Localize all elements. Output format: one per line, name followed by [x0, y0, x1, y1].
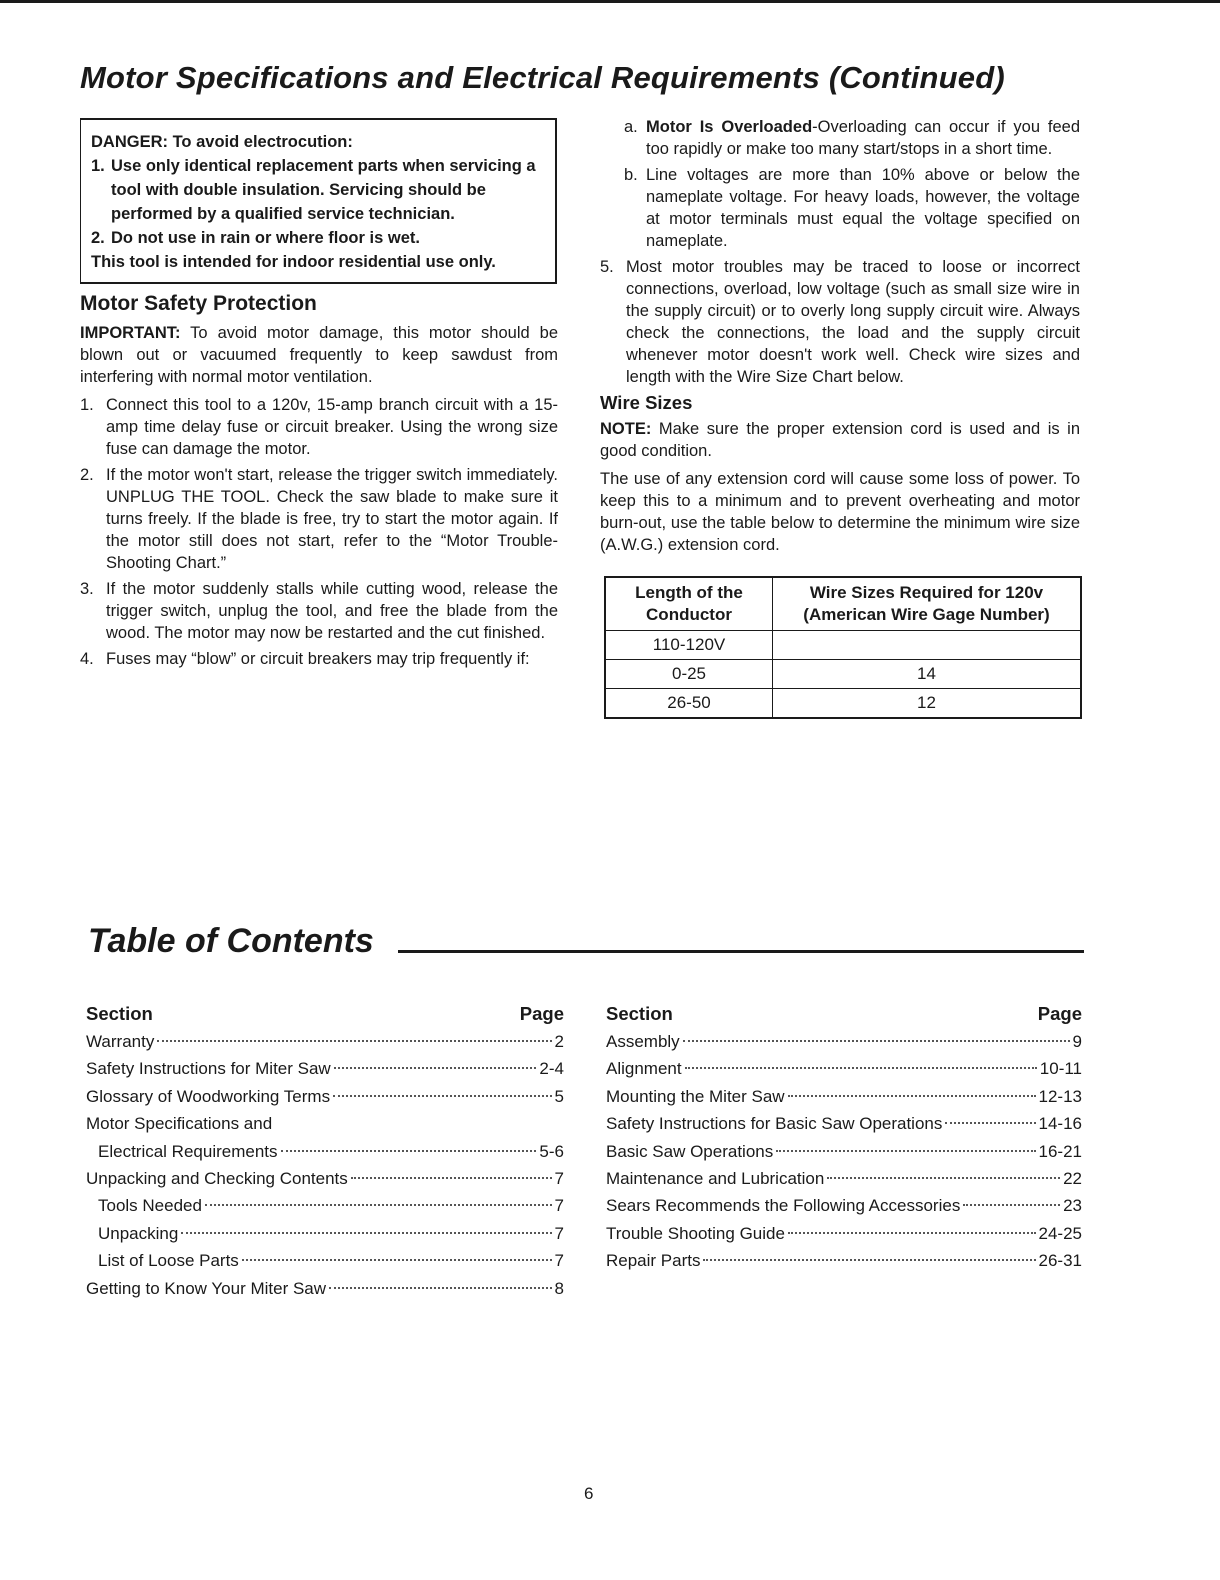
toc-entry-page: 7: [554, 1168, 564, 1188]
list-item-5: [600, 256, 1080, 388]
important-label: IMPORTANT:: [80, 324, 181, 342]
toc-entry: [606, 1220, 1082, 1247]
toc-entry-page: 12-13: [1038, 1086, 1082, 1106]
overloaded-label: Motor Is Overloaded: [646, 118, 813, 136]
table-row: [605, 631, 1081, 660]
toc-leader-dots: [703, 1259, 1035, 1261]
toc-entry-page: 2: [554, 1032, 564, 1051]
danger-warning-box: [80, 118, 557, 284]
table-cell-length: 110-120V: [605, 631, 773, 660]
toc-entry: [86, 1192, 564, 1219]
toc-entry-page: 5-6: [539, 1141, 564, 1161]
note-label: NOTE:: [600, 420, 652, 438]
toc-right-column: [606, 1000, 1082, 1275]
toc-entry-page: 26-31: [1038, 1251, 1082, 1271]
list-item: [80, 464, 558, 574]
toc-entry-label: Unpacking and Checking Contents: [86, 1168, 348, 1188]
toc-entry: [86, 1083, 564, 1110]
toc-leader-dots: [788, 1232, 1036, 1234]
toc-entry-page: 24-25: [1038, 1223, 1082, 1243]
toc-leader-dots: [351, 1177, 552, 1179]
toc-entry-page: 9: [1072, 1032, 1082, 1051]
toc-entry-page: 23: [1063, 1196, 1082, 1216]
toc-entry-page: 16-21: [1038, 1141, 1082, 1161]
toc-entry-label: Maintenance and Lubrication: [606, 1168, 825, 1188]
important-paragraph: [80, 322, 558, 388]
left-column: [80, 118, 558, 674]
toc-entry-page: 14-16: [1038, 1114, 1082, 1134]
toc-entry-label: Glossary of Woodworking Terms: [86, 1086, 331, 1106]
toc-section-label: Section: [86, 1003, 153, 1024]
list-item-text: If the motor won't start, release the trigger switch immediately. UNPLUG THE TOOL. Check the saw blade to make sure it turns freely. If the blade is free, try to start the motor again. If the motor still does not start, refer to the “Motor Trouble-Shooting Chart.”: [106, 466, 558, 572]
toc-title: Table of Contents: [88, 922, 374, 960]
table-cell-size: [773, 631, 1082, 660]
toc-entry-label: Tools Needed: [98, 1196, 202, 1216]
toc-leader-dots: [827, 1177, 1060, 1179]
list-item: [80, 394, 558, 460]
toc-leader-dots: [945, 1122, 1035, 1124]
table-cell-size: 12: [773, 689, 1082, 719]
toc-entry-label: Electrical Requirements: [98, 1141, 278, 1161]
toc-entry-label: Motor Specifications and: [86, 1114, 273, 1134]
wire-size-table: [604, 576, 1082, 719]
toc-entry-page: 8: [554, 1278, 564, 1298]
note-paragraph: [600, 418, 1080, 462]
toc-entry-page: 5: [554, 1086, 564, 1106]
sub-item-letter: b.: [624, 166, 638, 184]
toc-leader-dots: [242, 1259, 552, 1261]
list-item-text: If the motor suddenly stalls while cutting wood, release the trigger switch, unplug the tool, and free the blade from the wood. The motor may now be restarted and the cut finished.: [106, 580, 558, 642]
toc-page-label: Page: [519, 1003, 564, 1024]
danger-item: [91, 226, 545, 250]
list-item-text: Most motor troubles may be traced to loose or incorrect connections, overload, low voltage (such as small size wire in the supply circuit) or to overly long supply circuit wire. Always check the connections, the load and the supply circuit whenever motor doesn't work well. Check wire sizes and length with the Wire Size Chart below.: [626, 258, 1080, 386]
toc-leader-dots: [963, 1204, 1060, 1206]
danger-item-number: 2.: [91, 229, 105, 247]
table-row: [605, 660, 1081, 689]
wire-sizes-heading: Wire Sizes: [600, 392, 693, 413]
toc-leader-dots: [776, 1150, 1035, 1152]
toc-entry: [606, 1247, 1082, 1274]
toc-entry: [86, 1028, 564, 1055]
toc-left-column: [86, 1000, 564, 1302]
toc-entry-page: 22: [1063, 1168, 1082, 1188]
toc-entry-label: Safety Instructions for Miter Saw: [86, 1059, 331, 1079]
table-cell-size: 14: [773, 660, 1082, 689]
table-header-row: [605, 577, 1081, 631]
toc-leader-dots: [281, 1150, 537, 1152]
toc-entry: [86, 1165, 564, 1192]
toc-entry-label: Repair Parts: [606, 1251, 701, 1271]
table-cell-length: 26-50: [605, 689, 773, 719]
list-item-text: Fuses may “blow” or circuit breakers may trip frequently if:: [106, 650, 530, 668]
toc-leader-dots: [788, 1095, 1036, 1097]
toc-leader-dots: [685, 1067, 1037, 1069]
list-item-number: 2.: [80, 466, 94, 484]
toc-title-rule: [398, 950, 1084, 953]
extension-cord-paragraph: The use of any extension cord will cause some loss of power. To keep this to a minimum and to prevent overheating and motor burn-out, use the table below to determine the minimum wire size (A.W.G.) extension cord.: [600, 470, 1080, 554]
toc-header: [606, 1000, 1082, 1028]
toc-entry-label: Getting to Know Your Miter Saw: [86, 1278, 327, 1298]
toc-entry-label: Unpacking: [98, 1223, 179, 1243]
toc-entry: [606, 1028, 1082, 1055]
toc-entry-label: Warranty: [86, 1032, 155, 1051]
toc-entry-label: List of Loose Parts: [98, 1251, 239, 1271]
list-item: [80, 648, 558, 670]
motor-safety-list: [80, 394, 558, 670]
toc-entry-page: 2-4: [539, 1059, 564, 1079]
toc-entry: [86, 1055, 564, 1082]
toc-entry-label: Assembly: [606, 1032, 680, 1051]
danger-heading: DANGER: To avoid electrocution:: [91, 133, 353, 151]
table-cell-length: 0-25: [605, 660, 773, 689]
toc-leader-dots: [205, 1204, 552, 1206]
toc-leader-dots: [683, 1040, 1070, 1042]
list-item-number: 3.: [80, 580, 94, 598]
toc-leader-dots: [333, 1095, 551, 1097]
toc-entry: [606, 1110, 1082, 1137]
column-header-wire-size: Wire Sizes Required for 120v (American Wire Gage Number): [773, 577, 1082, 631]
toc-header: [86, 1000, 564, 1028]
list-item-text: Connect this tool to a 120v, 15-amp branch circuit with a 15-amp time delay fuse or circuit breaker. Using the wrong size fuse can damage the motor.: [106, 396, 558, 458]
toc-entry: [606, 1083, 1082, 1110]
toc-leader-dots: [157, 1040, 551, 1042]
toc-entry-page: 7: [554, 1196, 564, 1216]
danger-item: [91, 154, 545, 226]
toc-section-label: Section: [606, 1003, 673, 1024]
toc-page-label: Page: [1037, 1003, 1082, 1024]
toc-entry-page: 7: [554, 1223, 564, 1243]
toc-entry-label: Alignment: [606, 1059, 682, 1079]
overloaded-text: -Overloading can occur if you feed too rapidly or make too many start/stops in a short time.: [646, 118, 1080, 158]
table-row: [605, 689, 1081, 719]
danger-item-text: Do not use in rain or where floor is wet.: [111, 229, 420, 247]
toc-entry: [86, 1247, 564, 1274]
sub-item-letter: a.: [624, 118, 638, 136]
toc-entry-label: Safety Instructions for Basic Saw Operations: [606, 1114, 943, 1134]
motor-safety-heading: Motor Safety Protection: [80, 292, 317, 315]
list-item-number: 1.: [80, 396, 94, 414]
toc-entry: [86, 1138, 564, 1165]
list-item: [80, 578, 558, 644]
top-rule: [0, 0, 1220, 3]
toc-leader-dots: [181, 1232, 551, 1234]
danger-closing: This tool is intended for indoor residential use only.: [91, 253, 496, 271]
toc-entry: [606, 1165, 1082, 1192]
toc-leader-dots: [334, 1067, 537, 1069]
danger-item-text: Use only identical replacement parts when servicing a tool with double insulation. Servicing should be performed by a qualified service technician.: [111, 157, 536, 223]
page-title: Motor Specifications and Electrical Requirements (Continued): [80, 60, 1005, 95]
sub-item-a: [624, 116, 1080, 160]
toc-entry: [86, 1220, 564, 1247]
toc-entry: [606, 1055, 1082, 1082]
toc-entry: [86, 1275, 564, 1302]
toc-entry: [606, 1138, 1082, 1165]
toc-entry: [86, 1110, 564, 1137]
list-item-number: 5.: [600, 258, 614, 276]
note-text: Make sure the proper extension cord is used and is in good condition.: [600, 420, 1080, 460]
toc-entry-label: Basic Saw Operations: [606, 1141, 774, 1161]
toc-entry-label: Trouble Shooting Guide: [606, 1223, 785, 1243]
toc-entry-label: Sears Recommends the Following Accessories: [606, 1196, 961, 1216]
toc-leader-dots: [329, 1287, 552, 1289]
toc-entry-label: Mounting the Miter Saw: [606, 1086, 785, 1106]
page-number: 6: [584, 1484, 594, 1503]
sub-item-text: Line voltages are more than 10% above or below the nameplate voltage. For heavy loads, however, the voltage at motor terminals must equal the voltage specified on nameplate.: [646, 166, 1080, 250]
important-text: To avoid motor damage, this motor should be blown out or vacuumed frequently to keep sawdust from interfering with normal motor ventilation.: [80, 324, 558, 386]
right-column: [600, 116, 1080, 719]
sub-item-text: [646, 116, 1080, 160]
toc-entry-page: 10-11: [1039, 1059, 1082, 1079]
column-header-length: Length of the Conductor: [605, 577, 773, 631]
toc-entry: [606, 1192, 1082, 1219]
sub-item-b: [624, 164, 1080, 252]
toc-entry-page: 7: [554, 1251, 564, 1271]
list-item-number: 4.: [80, 650, 94, 668]
danger-item-number: 1.: [91, 157, 105, 175]
